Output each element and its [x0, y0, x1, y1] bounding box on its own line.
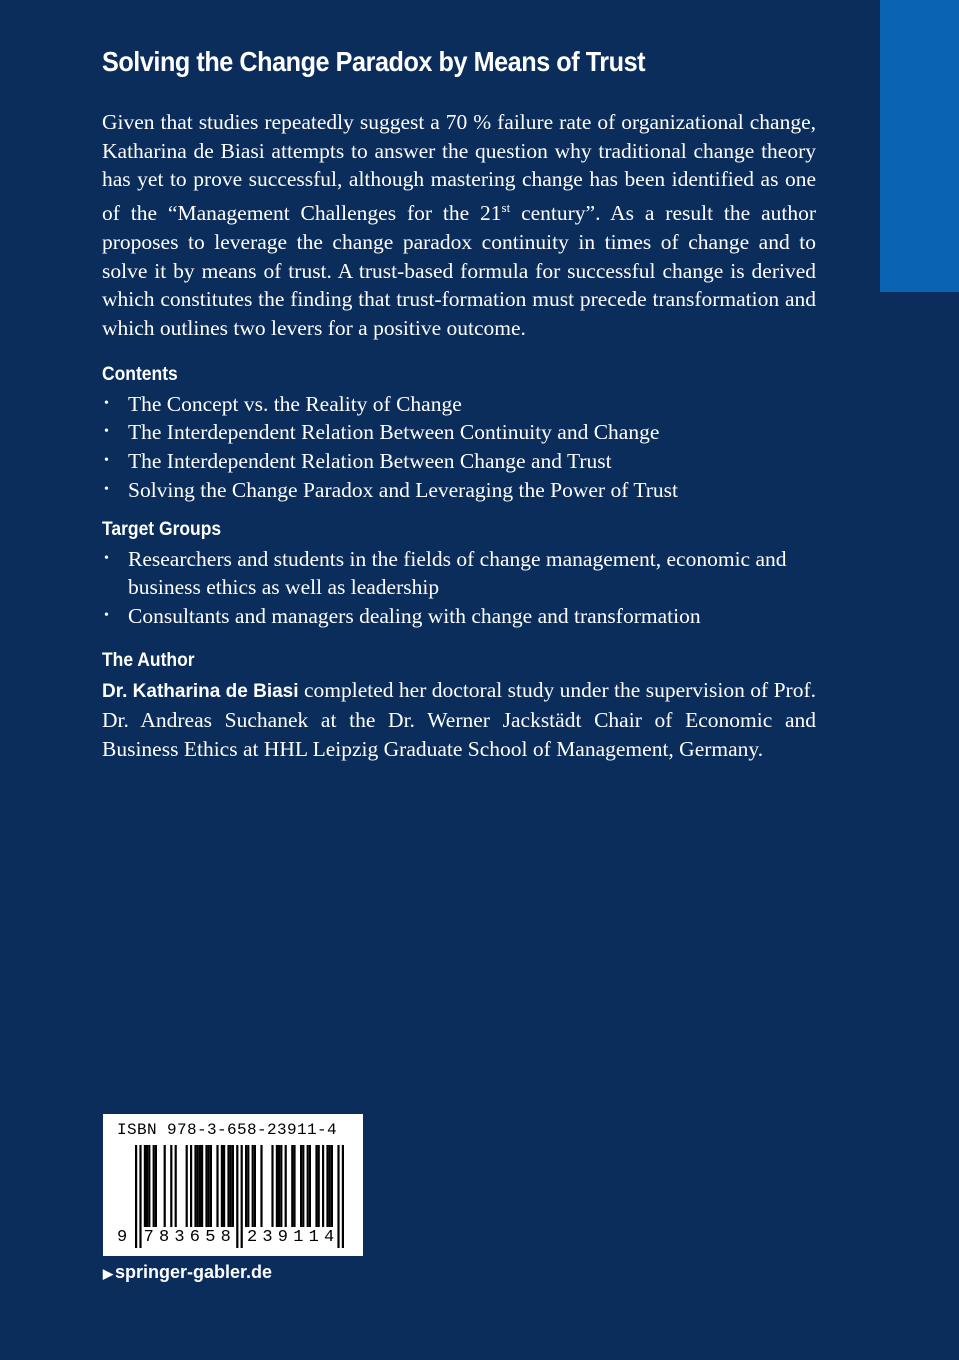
- barcode-bar: [201, 1145, 203, 1227]
- publisher-url: springer-gabler.de: [115, 1262, 273, 1282]
- contents-list: [102, 390, 816, 505]
- book-title: Solving the Change Paradox by Means of Trust: [102, 46, 646, 77]
- barcode-bar: [230, 1145, 232, 1227]
- barcode-digit: 3: [262, 1228, 273, 1247]
- barcode-bar: [291, 1145, 293, 1227]
- barcode-bar: [293, 1145, 295, 1227]
- accent-tab: [880, 0, 959, 292]
- barcode-bar: [254, 1145, 256, 1227]
- barcode-bar: [232, 1145, 234, 1227]
- barcode-bar: [276, 1145, 278, 1227]
- author-heading: The Author: [102, 649, 195, 671]
- target-group-item: Researchers and students in the fields of change management, economic and business ethics as well as leadership: [128, 546, 787, 600]
- list-item: [102, 447, 816, 476]
- barcode-bar: [194, 1145, 196, 1227]
- barcode-bar: [260, 1145, 262, 1227]
- barcode-bar: [315, 1145, 317, 1227]
- barcode-bar: [280, 1145, 282, 1227]
- isbn-barcode: [103, 1114, 363, 1256]
- isbn-label: ISBN 978-3-658-23911-4: [117, 1121, 338, 1139]
- author-bio: [102, 676, 816, 764]
- barcode-bar: [241, 1145, 243, 1248]
- barcode-bar: [135, 1145, 137, 1248]
- barcode-digit: 7: [143, 1228, 154, 1247]
- barcode-bar: [190, 1145, 192, 1227]
- barcode-bar: [331, 1145, 333, 1227]
- barcode-bar: [146, 1145, 148, 1227]
- list-item: [102, 418, 816, 447]
- contents-item: Solving the Change Paradox and Leveraging the Power of Trust: [128, 477, 678, 502]
- list-item: [102, 476, 816, 505]
- barcode-bar: [329, 1145, 331, 1227]
- author-bio-text: completed her doctoral study under the supervision of Prof. Dr. Andreas Suchanek at the Dr. Werner Jackstädt Chair of Economic and Business Ethics at HHL Leipzig Graduate School of Management, Germany.: [102, 677, 816, 762]
- barcode-digit: 8: [220, 1228, 231, 1247]
- barcode-bar: [139, 1145, 141, 1248]
- contents-item: The Interdependent Relation Between Continuity and Change: [128, 420, 660, 445]
- barcode-digit: 3: [174, 1228, 185, 1247]
- barcode-bar: [309, 1145, 311, 1227]
- barcode-digit: 1: [308, 1228, 319, 1247]
- target-groups-heading: Target Groups: [102, 518, 222, 540]
- contents-item: The Interdependent Relation Between Change and Trust: [128, 449, 612, 474]
- contents-heading: Contents: [102, 363, 178, 385]
- target-group-item: Consultants and managers dealing with change and transformation: [128, 604, 701, 628]
- list-item: [102, 602, 816, 631]
- barcode-digit: 9: [117, 1228, 128, 1247]
- barcode-digit: 9: [277, 1228, 288, 1247]
- barcode-bar: [322, 1145, 324, 1227]
- barcode-digit: 6: [189, 1228, 200, 1247]
- barcode-bar: [223, 1145, 225, 1227]
- list-item: [102, 390, 816, 419]
- bullet-icon: •: [104, 453, 109, 469]
- barcode-digit: 8: [159, 1228, 170, 1247]
- bullet-icon: •: [104, 608, 109, 623]
- barcode-bar: [144, 1145, 146, 1227]
- barcode-bar: [208, 1145, 210, 1227]
- barcode-bar: [302, 1145, 304, 1227]
- barcode-digit: 1: [293, 1228, 304, 1247]
- bullet-icon: •: [104, 550, 109, 566]
- barcode-bar: [285, 1145, 287, 1227]
- barcode-bar: [342, 1145, 344, 1248]
- contents-item: The Concept vs. the Reality of Change: [128, 391, 462, 416]
- list-item: [102, 545, 816, 602]
- back-cover-content: [102, 44, 816, 764]
- barcode-bar: [197, 1145, 199, 1227]
- barcode-bar: [227, 1145, 229, 1227]
- barcode-digit: 4: [324, 1228, 335, 1247]
- bullet-icon: •: [104, 395, 109, 411]
- bullet-icon: •: [104, 481, 109, 497]
- barcode-bar: [216, 1145, 218, 1227]
- barcode-bar: [199, 1145, 201, 1227]
- author-name: Dr. Katharina de Biasi: [102, 680, 299, 702]
- barcode-bar: [300, 1145, 302, 1227]
- barcode-digit: 5: [205, 1228, 216, 1247]
- barcode-bar: [221, 1145, 223, 1227]
- barcode-bar: [210, 1145, 212, 1227]
- barcode-bar: [337, 1145, 339, 1248]
- barcode-bar: [205, 1145, 207, 1227]
- bullet-icon: •: [104, 424, 109, 440]
- barcode-bar: [164, 1145, 166, 1227]
- barcode-bar: [155, 1145, 157, 1227]
- abstract-superscript: st: [501, 200, 511, 216]
- play-arrow-icon: ▶: [103, 1266, 113, 1281]
- barcode-bar: [278, 1145, 280, 1227]
- barcode-bar: [247, 1145, 249, 1227]
- barcode-bar: [148, 1145, 150, 1227]
- barcode-bar: [170, 1145, 172, 1227]
- abstract-part-1: Given that studies repeatedly suggest a 70 % failure rate of organizational change, Katharina de Biasi attempts to answer the question why traditional change theory has yet to prove successful, although mastering change has been identified as one of the “Management Challenges for the 21: [102, 110, 816, 226]
- barcode-bar: [186, 1145, 188, 1227]
- abstract: [102, 108, 816, 343]
- barcode-bar: [307, 1145, 309, 1227]
- barcode-bar: [245, 1145, 247, 1227]
- barcode-bar: [318, 1145, 320, 1227]
- target-groups-list: [102, 545, 816, 631]
- abstract-part-2: century”. As a result the author proposes to leverage the change paradox continuity in times of change and to solve it by means of trust. A trust-based formula for successful change is derived which constitutes the finding that trust-formation must precede transformation and which outlines two levers for a positive outcome.: [102, 201, 816, 341]
- barcode-bar: [252, 1145, 254, 1227]
- barcode-bar: [175, 1145, 177, 1227]
- barcode-digit: 2: [247, 1228, 258, 1247]
- barcode-bar: [326, 1145, 328, 1227]
- publisher-link[interactable]: [103, 1262, 272, 1283]
- barcode-bar: [153, 1145, 155, 1227]
- barcode-bar: [236, 1145, 238, 1248]
- barcode-bar: [271, 1145, 273, 1227]
